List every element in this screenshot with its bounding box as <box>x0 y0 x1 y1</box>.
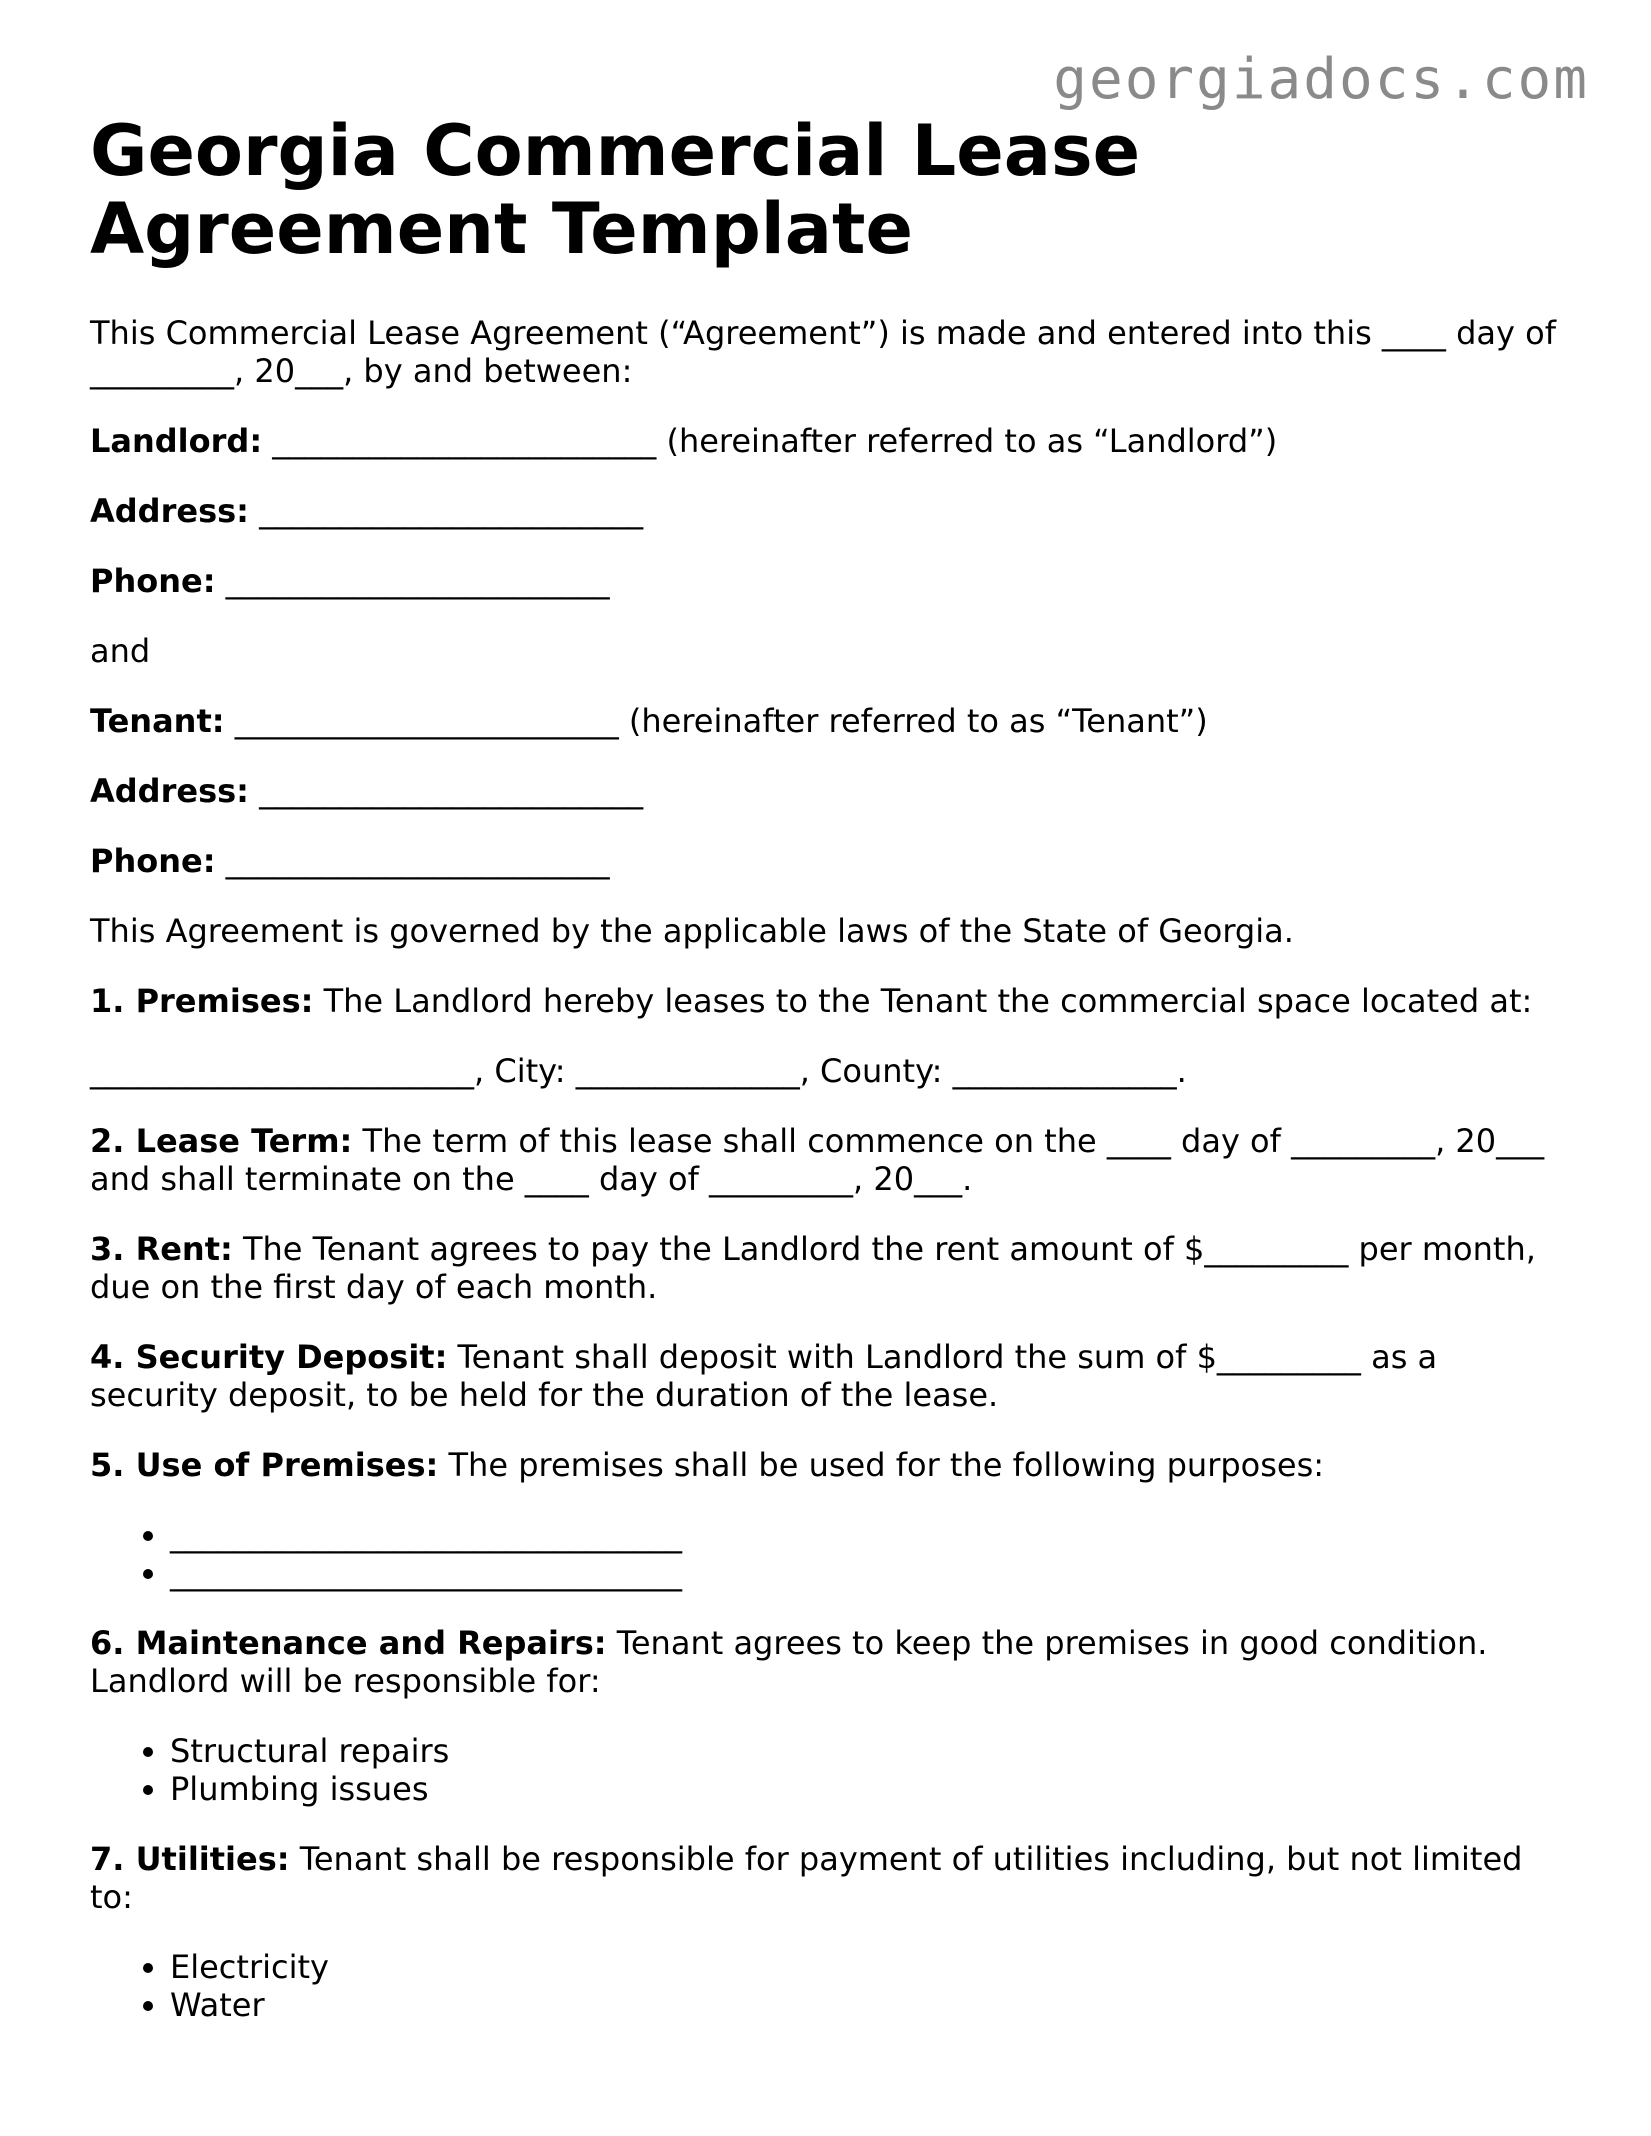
tenant-address-label: Address: <box>90 772 249 810</box>
list-item: • Electricity <box>170 1948 1570 1986</box>
premises-address-line: ________________________, City: ______________, County: ______________. <box>90 1052 1187 1090</box>
section-lease-term-heading: 2. Lease Term: <box>90 1122 353 1160</box>
section-use-of-premises-heading: 5. Use of Premises: <box>90 1446 439 1484</box>
section-lease-term-text: The term of this lease shall commence on the ____ day of _________, 20___ and shall terminate on the ____ day of _________, 20___. <box>90 1122 1545 1198</box>
section-security-deposit <box>90 1338 1570 1414</box>
section-premises-text: The Landlord hereby leases to the Tenant the commercial space located at: <box>313 982 1533 1020</box>
utilities-list <box>90 1948 1570 2024</box>
section-maintenance <box>90 1624 1570 1700</box>
tenant-phone-line <box>90 842 1570 880</box>
section-rent <box>90 1230 1570 1306</box>
list-item: • Water <box>170 1986 1570 2024</box>
list-item: • ________________________________ <box>170 1554 1570 1592</box>
landlord-label: Landlord: <box>90 422 263 460</box>
document-page <box>90 112 1570 2056</box>
landlord-phone-field: ________________________ <box>215 562 610 600</box>
governing-law-text: This Agreement is governed by the applicable laws of the State of Georgia. <box>90 912 1294 950</box>
section-security-deposit-heading: 4. Security Deposit: <box>90 1338 448 1376</box>
section-rent-heading: 3. Rent: <box>90 1230 233 1268</box>
landlord-line <box>90 422 1570 460</box>
section-use-of-premises <box>90 1446 1570 1484</box>
section-use-of-premises-text: The premises shall be used for the following purposes: <box>438 1446 1325 1484</box>
maintenance-list <box>90 1732 1570 1808</box>
landlord-phone-line <box>90 562 1570 600</box>
section-utilities-heading: 7. Utilities: <box>90 1840 290 1878</box>
tenant-address-line <box>90 772 1570 810</box>
section-premises-heading: 1. Premises: <box>90 982 314 1020</box>
landlord-address-field: ________________________ <box>248 492 644 530</box>
list-item: • Structural repairs <box>170 1732 1570 1770</box>
tenant-line <box>90 702 1570 740</box>
landlord-address-label: Address: <box>90 492 249 530</box>
tenant-phone-field: ________________________ <box>215 842 610 880</box>
landlord-field: ________________________ (hereinafter referred to as “Landlord”) <box>262 422 1278 460</box>
tenant-address-field: ________________________ <box>248 772 644 810</box>
section-utilities <box>90 1840 1570 1916</box>
watermark: georgiadocs.com <box>1053 47 1589 112</box>
tenant-label: Tenant: <box>90 702 225 740</box>
section-rent-text: The Tenant agrees to pay the Landlord the rent amount of $_________ per month, due on the first day of each month. <box>90 1230 1536 1306</box>
landlord-address-line <box>90 492 1570 530</box>
landlord-phone-label: Phone: <box>90 562 216 600</box>
use-of-premises-list <box>90 1516 1570 1592</box>
section-security-deposit-text: Tenant shall deposit with Landlord the sum of $_________ as a security deposit, to be held for the duration of the lease. <box>90 1338 1438 1414</box>
tenant-field: ________________________ (hereinafter referred to as “Tenant”) <box>224 702 1208 740</box>
list-item: • ________________________________ <box>170 1516 1570 1554</box>
intro-paragraph: This Commercial Lease Agreement (“Agreement”) is made and entered into this ____ day of _________, 20___, by and between: <box>90 314 1556 390</box>
document-title: Georgia Commercial Lease Agreement Template <box>90 110 1141 270</box>
and-text: and <box>90 632 151 670</box>
section-premises <box>90 982 1570 1020</box>
section-maintenance-text: Tenant agrees to keep the premises in good condition. Landlord will be responsible for: <box>90 1624 1488 1700</box>
list-item: • Plumbing issues <box>170 1770 1570 1808</box>
section-utilities-text: Tenant shall be responsible for payment of utilities including, but not limited to: <box>90 1840 1523 1916</box>
section-maintenance-heading: 6. Maintenance and Repairs: <box>90 1624 607 1662</box>
section-lease-term <box>90 1122 1570 1198</box>
tenant-phone-label: Phone: <box>90 842 216 880</box>
